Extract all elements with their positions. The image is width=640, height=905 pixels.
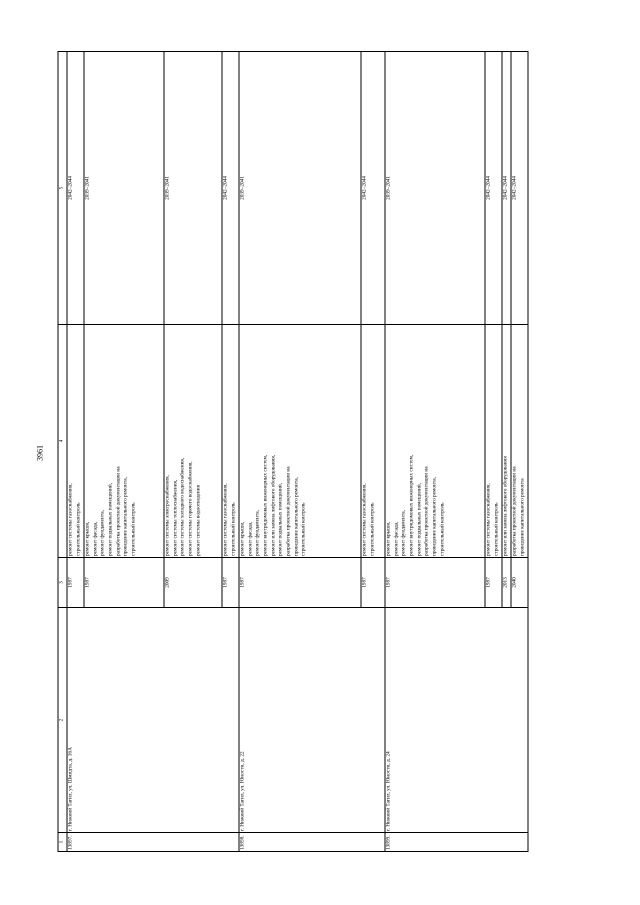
address-cell: г. Нижний Тагил, ул. Юности, д. 22 xyxy=(239,608,385,833)
year-cell: 2009 xyxy=(164,558,222,608)
row-number-cell: 13898. xyxy=(239,833,385,852)
year-cell: 1987 xyxy=(361,558,385,608)
work-cell: ремонт крыши, ремонт фасада, ремонт фундамента, ремонт внутридомовых инженерных систем, ремонт подвальных помещений, разработка проектной документации на проведение капитального ремонта, строительный контроль xyxy=(385,325,485,558)
year-cell: 1987 xyxy=(84,558,164,608)
year-cell: 2013 xyxy=(502,558,511,608)
row-number-cell: 13897. xyxy=(67,833,239,852)
header-cell-work: 4 xyxy=(58,325,67,558)
year-cell: 1987 xyxy=(485,558,502,608)
work-cell: ремонт системы газоснабжения, строительный контроль xyxy=(361,325,385,558)
work-cell: ремонт или замена лифтового оборудования xyxy=(502,325,511,558)
page-number: 3961 xyxy=(35,445,45,461)
table-row xyxy=(239,52,361,852)
work-cell: ремонт системы газоснабжения, строительный контроль xyxy=(67,325,84,558)
header-cell-period: 5 xyxy=(58,52,67,325)
year-cell: 1987 xyxy=(67,558,84,608)
header-cell-number: 1 xyxy=(58,833,67,852)
period-cell: 2042–2044 xyxy=(502,52,511,325)
rotated-table-container xyxy=(58,52,583,852)
period-cell: 2042–2044 xyxy=(222,52,239,325)
address-cell: г. Нижний Тагил, ул. Юности, д. 24 xyxy=(385,608,528,833)
period-cell: 2039–2041 xyxy=(239,52,361,325)
period-cell: 2039–2041 xyxy=(385,52,485,325)
header-cell-address: 2 xyxy=(58,608,67,833)
work-cell: ремонт системы электроснабжения, ремонт системы теплоснабжения, ремонт системы холодного водоснабжения, ремонт системы горячего водоснабжения, ремонт системы водоотведения xyxy=(164,325,222,558)
header-row xyxy=(58,52,67,852)
work-cell: ремонт крыши, ремонт фасада, ремонт фундамента, ремонт подвальных помещений, разработка проектной документации на проведение капитального ремонта, строительный контроль xyxy=(84,325,164,558)
header-cell-year: 3 xyxy=(58,558,67,608)
period-cell: 2042–2044 xyxy=(361,52,385,325)
repair-schedule-table xyxy=(58,51,529,852)
work-cell: ремонт системы газоснабжения, строительный контроль xyxy=(222,325,239,558)
period-cell: 2039–2041 xyxy=(164,52,222,325)
year-cell: 2040 xyxy=(511,558,528,608)
period-cell: 2042–2044 xyxy=(485,52,502,325)
table-row xyxy=(385,52,485,852)
table-row xyxy=(67,52,84,852)
year-cell: 1987 xyxy=(222,558,239,608)
period-cell: 2039–2041 xyxy=(84,52,164,325)
row-number-cell: 13899. xyxy=(385,833,528,852)
work-cell: разработка проектной документации на проведение капитального ремонта xyxy=(511,325,528,558)
period-cell: 2042–2044 xyxy=(67,52,84,325)
work-cell: ремонт системы газоснабжения, строительный контроль xyxy=(485,325,502,558)
work-cell: ремонт крыши, ремонт фасада, ремонт фундамента, ремонт внутридомовых инженерных систем, ремонт или замена лифтового оборудования, ремонт подвальных помещений, разработка проектной документации на проведение капитального ремонта, строительный контроль xyxy=(239,325,361,558)
period-cell: 2042–2044 xyxy=(511,52,528,325)
address-cell: г. Нижний Тагил, ул. Шмидта, д. 16А xyxy=(67,608,239,833)
year-cell: 1987 xyxy=(385,558,485,608)
year-cell: 1987 xyxy=(239,558,361,608)
